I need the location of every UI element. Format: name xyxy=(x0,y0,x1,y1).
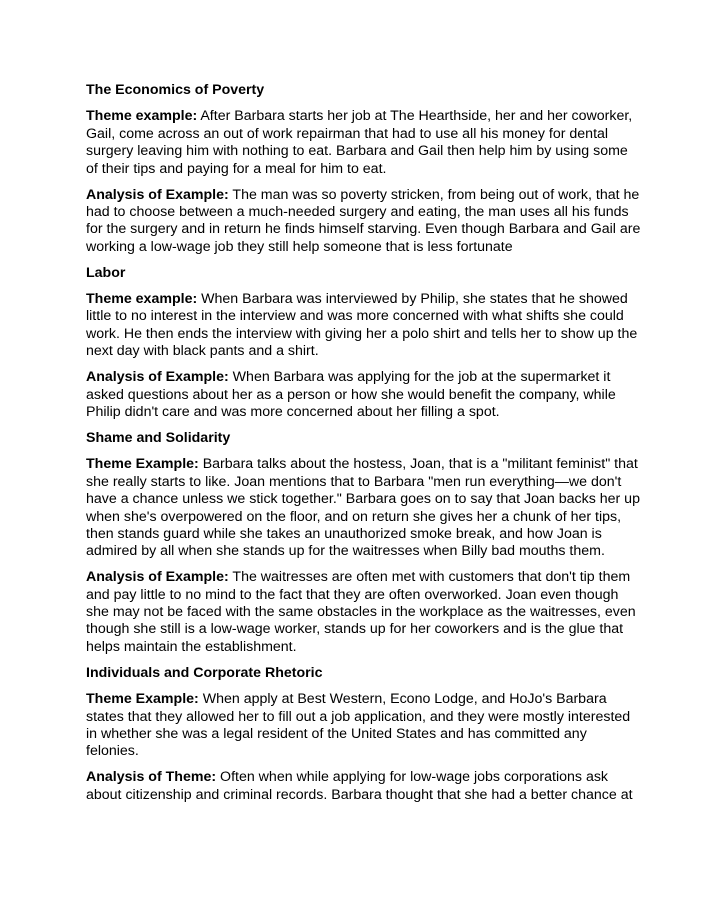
theme-paragraph xyxy=(86,456,642,560)
paragraph-text: Barbara talks about the hostess, Joan, that is a "militant feminist" that she really starts to like. Joan mentions that to Barbara "men run everything—we don't have a chance unless we stick together." Barbara goes on to say that Joan backs her up when she's overpowered on the floor, and on return she gives her a chunk of her tips, then stands guard while she takes an unauthorized smoke break, and how Joan is admired by all when she stands up for the waitresses when Billy bad mouths them. xyxy=(86,456,640,560)
theme-paragraph xyxy=(86,291,642,361)
paragraph-text: When Barbara was applying for the job at the supermarket it asked questions about her as a person or how she would benefit the company, while Philip didn't care and was more concerned about her filling a spot. xyxy=(86,369,616,420)
paragraph-text: After Barbara starts her job at The Hearthside, her and her coworker, Gail, come across an out of work repairman that had to use all his money for dental surgery leaving him with nothing to eat. Barbara and Gail then help him by using some of their tips and paying for a meal for him to eat. xyxy=(86,108,633,177)
section-heading: Labor xyxy=(86,264,126,281)
section-economics-of-poverty xyxy=(86,82,642,256)
paragraph-label: Theme example: xyxy=(86,108,198,125)
theme-paragraph xyxy=(86,108,642,178)
paragraph-label: Analysis of Example: xyxy=(86,186,229,203)
section-heading: Shame and Solidarity xyxy=(86,429,231,446)
paragraph-text: The waitresses are often met with customers that don't tip them and pay little to no mind to the fact that they are often overworked. Joan even though she may not be faced with the same obstacles in the workplace as the waitresses, even though she still is a low-wage worker, stands up for her coworkers and is the glue that helps maintain the establishment. xyxy=(86,569,636,655)
paragraph-label: Theme Example: xyxy=(86,691,199,708)
section-heading: The Economics of Poverty xyxy=(86,82,265,98)
analysis-paragraph xyxy=(86,569,642,656)
document-page xyxy=(86,82,642,813)
section-individuals-and-corporate-rhetoric xyxy=(86,665,642,804)
paragraph-label: Analysis of Theme: xyxy=(86,769,217,786)
section-labor xyxy=(86,265,642,422)
paragraph-label: Theme example: xyxy=(86,291,198,308)
section-heading: Individuals and Corporate Rhetoric xyxy=(86,664,323,681)
paragraph-text: When Barbara was interviewed by Philip, she states that he showed little to no interest in the interview and was more concerned with what shifts she could work. He then ends the interview with giving her a polo shirt and tells her to show up the next day with black pants and a shirt. xyxy=(86,291,638,360)
analysis-paragraph xyxy=(86,187,642,257)
paragraph-label: Analysis of Example: xyxy=(86,569,229,586)
section-shame-and-solidarity xyxy=(86,430,642,656)
paragraph-text: The man was so poverty stricken, from being out of work, that he had to choose between a much-needed surgery and eating, the man uses all his funds for the surgery and in return he finds himself starving. Even though Barbara and Gail are working a low-wage job they still help someone that is less fortunate xyxy=(86,186,641,255)
paragraph-text: When apply at Best Western, Econo Lodge, and HoJo's Barbara states that they allowed her to fill out a job application, and they were mostly interested in whether she was a legal resident of the United States and has committed any felonies. xyxy=(86,691,631,760)
paragraph-label: Analysis of Example: xyxy=(86,369,229,386)
paragraph-text: Often when while applying for low-wage jobs corporations ask about citizenship and criminal records. Barbara thought that she had a better chance at xyxy=(86,769,633,803)
analysis-paragraph xyxy=(86,369,642,421)
theme-paragraph xyxy=(86,691,642,761)
analysis-paragraph xyxy=(86,769,642,804)
paragraph-label: Theme Example: xyxy=(86,456,199,473)
